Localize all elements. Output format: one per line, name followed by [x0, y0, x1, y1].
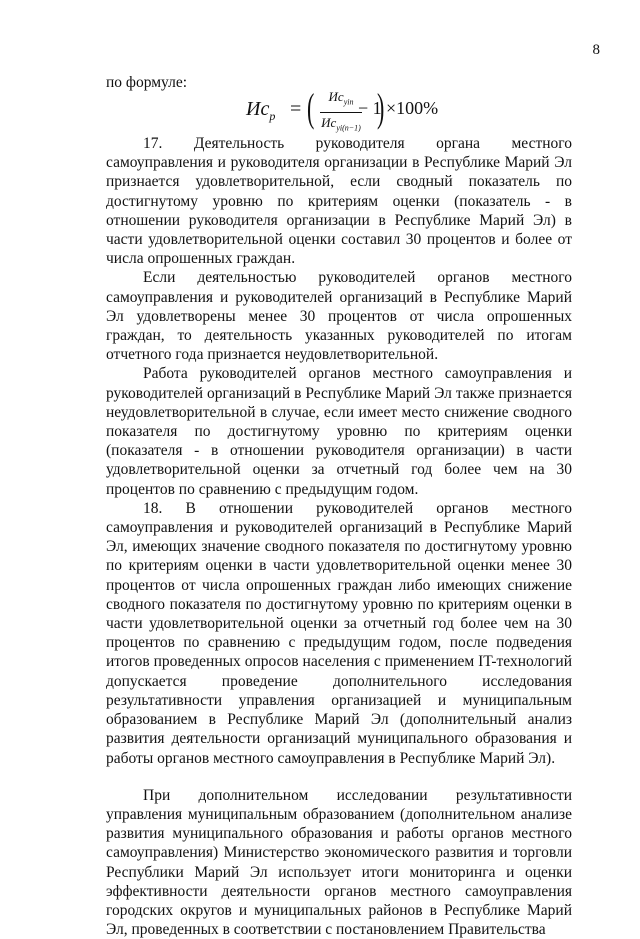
- formula-lhs-subscript: р: [269, 109, 276, 123]
- formula-denominator: [320, 114, 362, 137]
- fraction-bar: [320, 112, 362, 113]
- formula-numerator-symbol: Ис: [328, 89, 344, 104]
- formula-numerator: [320, 88, 362, 111]
- formula-denominator-symbol: Ис: [321, 114, 337, 130]
- formula-denominator-subscript: уi(n−1): [336, 123, 361, 133]
- paragraph-decline: Работа руководителей органов местного самоуправления и руководителей организаций в Республике Марий Эл также признается неудовлетворительной в случае, если имеет место снижение сводного показателя по достигнутому уровню по критериям оценки (показателя - в отношении руководителя организации) в части удовлетворительной оценки за отчетный год более чем на 30 процентов по сравнению с предыдущим годом.: [106, 365, 572, 498]
- paragraph-18: 18. В отношении руководителей органов местного самоуправления и руководителей организаций в Республике Марий Эл, имеющих значение сводного показателя по достигнутому уровню по критериям оценки в части удовлетворительной оценки менее 30 процентов от числа опрошенных граждан либо имеющих снижение сводного показателя по достигнутому уровню по критериям оценки в части удовлетворительной оценки за отчетный год более чем на 30 процентов по сравнению с предыдущим годом, после подведения итогов проведенных опросов населения с применением IT-технологий допускается проведение дополнительного исследования результативности управления организацией и муниципальным образованием в Республике Марий Эл (дополнительный анализ развития деятельности организаций муниципального образования и работы органов местного самоуправления в Республике Марий Эл).: [106, 499, 572, 767]
- formula-fraction: [320, 88, 362, 136]
- page-number: 8: [592, 42, 600, 58]
- paragraph-additional-research: При дополнительном исследовании результативности управления муниципальным образованием (дополнительном анализе развития муниципального образования и работы органов местного самоуправления) Министерство экономического развития и торговли Республики Марий Эл использует итоги мониторинга и оценки эффективности деятельности органов местного самоуправления городских округов и муниципальных районов в Республике Марий Эл, проведенных в соответствии с постановлением Правительства: [106, 786, 572, 939]
- document-body: [106, 134, 572, 939]
- formula-lhs-symbol: Ис: [246, 98, 270, 120]
- paragraph-17: 17. Деятельность руководителя органа местного самоуправления и руководителя организации в Республике Марий Эл признается удовлетворительной, если сводный показатель по достигнутому уровню по критериям оценки (показатель - в отношении руководителя организации в Республике Марий Эл) в части удовлетворительной оценки составил 30 процентов и более от числа опрошенных граждан.: [106, 135, 572, 268]
- paragraph-unsatisfactory: Если деятельностью руководителей органов местного самоуправления и руководителей организаций в Республике Марий Эл удовлетворены менее 30 процентов от числа опрошенных граждан, то деятельность указанных руководителей по итогам отчетного года признается неудовлетворительной.: [106, 269, 572, 364]
- formula: [246, 85, 506, 133]
- formula-intro: по формуле:: [106, 74, 188, 91]
- formula-equals: =: [290, 98, 302, 120]
- formula-lhs: [246, 98, 275, 124]
- formula-numerator-subscript: уin: [343, 97, 354, 107]
- formula-minus-one: − 1: [358, 98, 382, 118]
- formula-multiplier: ×100%: [386, 98, 439, 118]
- formula-open-paren: (: [306, 85, 315, 130]
- formula-close-paren: ): [376, 85, 385, 130]
